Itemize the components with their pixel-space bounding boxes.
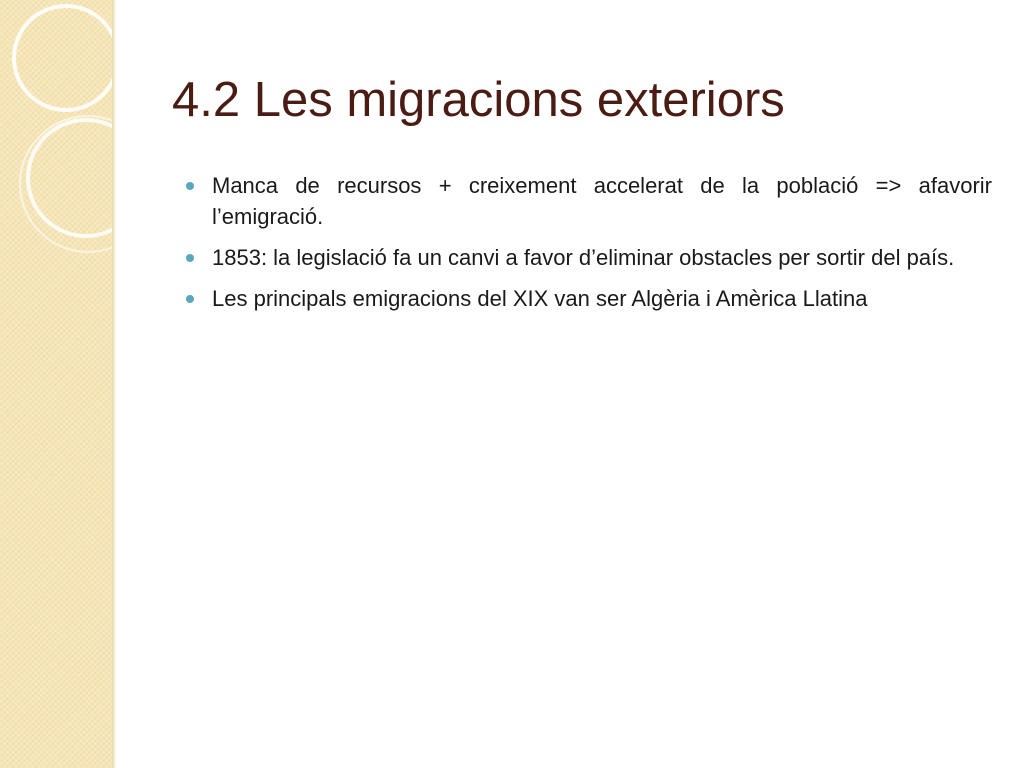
bullet-list	[212, 170, 992, 324]
side-band-edge	[112, 0, 116, 768]
bullet-item	[212, 283, 992, 314]
bullet-text: 1853: la legislació fa un canvi a favor d’eliminar obstacles per sortir del país.	[212, 245, 955, 270]
bullet-text: Les principals emigracions del XIX van ser Algèria i Amèrica Llatina	[212, 286, 868, 311]
bullet-dot-icon	[186, 182, 194, 190]
bullet-dot-icon	[186, 254, 194, 262]
bullet-item	[212, 170, 992, 232]
bullet-text: Manca de recursos + creixement accelerat de la població => afavorir l’emigració.	[212, 173, 992, 229]
decorative-side-band	[0, 0, 114, 768]
bullet-dot-icon	[186, 295, 194, 303]
bullet-item	[212, 242, 992, 273]
slide-title: 4.2 Les migracions exteriors	[172, 73, 785, 127]
decorative-rings-icon	[0, 0, 114, 768]
